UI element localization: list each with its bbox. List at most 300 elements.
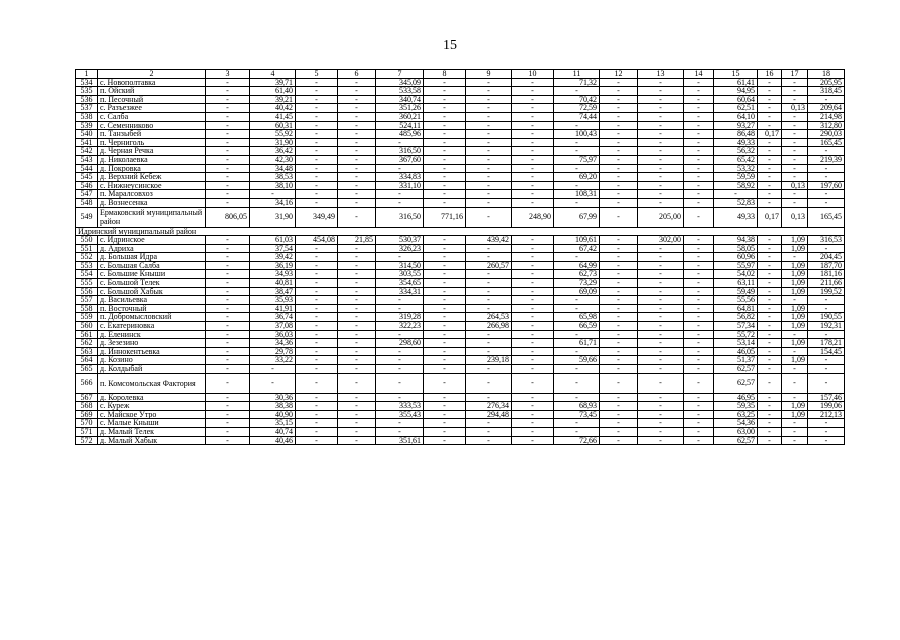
value-cell: -: [554, 393, 600, 402]
value-cell: -: [466, 296, 512, 305]
value-cell: -: [638, 253, 684, 262]
value-cell: -: [758, 181, 782, 190]
value-cell: -: [600, 147, 638, 156]
value-cell: -: [808, 190, 845, 199]
value-cell: -: [758, 365, 782, 374]
value-cell: -: [206, 427, 250, 436]
value-cell: 58,05: [714, 244, 758, 253]
value-cell: -: [600, 402, 638, 411]
value-cell: -: [758, 104, 782, 113]
value-cell: 86,48: [714, 130, 758, 139]
value-cell: -: [758, 147, 782, 156]
value-cell: -: [206, 121, 250, 130]
value-cell: -: [758, 330, 782, 339]
value-cell: -: [296, 347, 338, 356]
column-number-3: 3: [206, 70, 250, 79]
value-cell: -: [554, 181, 600, 190]
value-cell: -: [758, 164, 782, 173]
value-cell: 1,09: [782, 244, 808, 253]
value-cell: -: [466, 427, 512, 436]
value-cell: -: [424, 365, 466, 374]
value-cell: -: [684, 313, 714, 322]
value-cell: -: [296, 104, 338, 113]
value-cell: 1,09: [782, 402, 808, 411]
value-cell: -: [376, 296, 424, 305]
value-cell: -: [600, 356, 638, 365]
settlement-name-cell: д. Вознесенка: [98, 198, 206, 207]
value-cell: -: [684, 87, 714, 96]
value-cell: 530,37: [376, 236, 424, 245]
row-number-cell: 563: [76, 347, 98, 356]
value-cell: -: [424, 296, 466, 305]
settlement-name-cell: д. Черная Речка: [98, 147, 206, 156]
value-cell: -: [206, 253, 250, 262]
value-cell: -: [206, 87, 250, 96]
value-cell: -: [376, 190, 424, 199]
value-cell: 51,37: [714, 356, 758, 365]
value-cell: 46,95: [714, 393, 758, 402]
value-cell: -: [338, 207, 376, 227]
table-row: [76, 393, 845, 402]
value-cell: 72,66: [554, 436, 600, 445]
value-cell: -: [424, 130, 466, 139]
value-cell: -: [684, 112, 714, 121]
value-cell: 40,81: [250, 279, 296, 288]
value-cell: -: [466, 339, 512, 348]
value-cell: -: [338, 78, 376, 87]
value-cell: -: [376, 304, 424, 313]
value-cell: -: [466, 78, 512, 87]
value-cell: -: [206, 190, 250, 199]
value-cell: -: [296, 253, 338, 262]
value-cell: 367,60: [376, 155, 424, 164]
value-cell: -: [684, 279, 714, 288]
value-cell: -: [466, 330, 512, 339]
row-number-cell: 536: [76, 95, 98, 104]
value-cell: 38,53: [250, 173, 296, 182]
value-cell: -: [684, 270, 714, 279]
value-cell: -: [466, 164, 512, 173]
settlement-name-cell: п. Песочный: [98, 95, 206, 104]
value-cell: 524,11: [376, 121, 424, 130]
value-cell: -: [684, 296, 714, 305]
value-cell: -: [600, 393, 638, 402]
value-cell: -: [376, 253, 424, 262]
value-cell: -: [296, 155, 338, 164]
value-cell: -: [424, 347, 466, 356]
value-cell: 62,73: [554, 270, 600, 279]
value-cell: 40,46: [250, 436, 296, 445]
value-cell: -: [638, 121, 684, 130]
value-cell: -: [376, 419, 424, 428]
value-cell: -: [758, 112, 782, 121]
row-number-cell: 540: [76, 130, 98, 139]
settlement-name-cell: п. Черниголь: [98, 138, 206, 147]
value-cell: 264,53: [466, 313, 512, 322]
value-cell: -: [296, 78, 338, 87]
value-cell: -: [376, 138, 424, 147]
value-cell: 36,74: [250, 313, 296, 322]
value-cell: -: [512, 410, 554, 419]
value-cell: 60,96: [714, 253, 758, 262]
value-cell: -: [424, 78, 466, 87]
value-cell: 39,42: [250, 253, 296, 262]
value-cell: 59,35: [714, 402, 758, 411]
value-cell: 33,22: [250, 356, 296, 365]
value-cell: -: [684, 138, 714, 147]
table-row: [76, 181, 845, 190]
value-cell: 214,98: [808, 112, 845, 121]
value-cell: -: [600, 244, 638, 253]
value-cell: -: [512, 373, 554, 393]
value-cell: -: [338, 112, 376, 121]
value-cell: -: [758, 155, 782, 164]
value-cell: 322,23: [376, 322, 424, 331]
value-cell: 334,83: [376, 173, 424, 182]
value-cell: 298,60: [376, 339, 424, 348]
settlement-name-cell: д. Королевка: [98, 393, 206, 402]
value-cell: 56,32: [714, 147, 758, 156]
value-cell: -: [554, 138, 600, 147]
value-cell: -: [638, 112, 684, 121]
value-cell: -: [424, 244, 466, 253]
column-number-13: 13: [638, 70, 684, 79]
value-cell: -: [376, 330, 424, 339]
value-cell: -: [512, 244, 554, 253]
value-cell: -: [684, 402, 714, 411]
value-cell: -: [554, 347, 600, 356]
value-cell: -: [600, 130, 638, 139]
value-cell: -: [638, 393, 684, 402]
value-cell: 294,48: [466, 410, 512, 419]
value-cell: -: [600, 236, 638, 245]
value-cell: 248,90: [512, 207, 554, 227]
value-cell: -: [424, 253, 466, 262]
value-cell: -: [424, 330, 466, 339]
value-cell: -: [600, 164, 638, 173]
value-cell: -: [250, 190, 296, 199]
value-cell: -: [512, 330, 554, 339]
value-cell: -: [376, 393, 424, 402]
value-cell: -: [600, 121, 638, 130]
value-cell: 29,78: [250, 347, 296, 356]
value-cell: -: [296, 330, 338, 339]
value-cell: -: [512, 436, 554, 445]
value-cell: -: [466, 347, 512, 356]
value-cell: -: [466, 393, 512, 402]
value-cell: -: [296, 173, 338, 182]
settlement-name-cell: д. Адриха: [98, 244, 206, 253]
value-cell: -: [782, 436, 808, 445]
value-cell: -: [808, 296, 845, 305]
value-cell: -: [206, 365, 250, 374]
value-cell: -: [782, 253, 808, 262]
value-cell: -: [684, 164, 714, 173]
value-cell: 0,13: [782, 104, 808, 113]
table-row: [76, 190, 845, 199]
column-number-row: [76, 70, 845, 79]
value-cell: -: [296, 181, 338, 190]
value-cell: -: [758, 347, 782, 356]
value-cell: -: [600, 207, 638, 227]
value-cell: -: [758, 427, 782, 436]
value-cell: -: [206, 261, 250, 270]
value-cell: -: [758, 339, 782, 348]
value-cell: -: [600, 436, 638, 445]
value-cell: -: [206, 393, 250, 402]
value-cell: -: [782, 365, 808, 374]
value-cell: -: [600, 427, 638, 436]
value-cell: 360,21: [376, 112, 424, 121]
value-cell: 63,25: [714, 410, 758, 419]
value-cell: 1,09: [782, 304, 808, 313]
value-cell: -: [554, 304, 600, 313]
row-number-cell: 554: [76, 270, 98, 279]
value-cell: 1,09: [782, 322, 808, 331]
value-cell: 205,00: [638, 207, 684, 227]
value-cell: -: [206, 410, 250, 419]
value-cell: -: [338, 130, 376, 139]
value-cell: -: [206, 130, 250, 139]
value-cell: 187,70: [808, 261, 845, 270]
value-cell: -: [250, 365, 296, 374]
value-cell: 354,65: [376, 279, 424, 288]
value-cell: -: [782, 198, 808, 207]
value-cell: 178,21: [808, 339, 845, 348]
value-cell: -: [206, 287, 250, 296]
settlement-name-cell: с. Семенниково: [98, 121, 206, 130]
value-cell: -: [338, 181, 376, 190]
settlement-name-cell: д. Верхний Кебеж: [98, 173, 206, 182]
value-cell: -: [338, 198, 376, 207]
column-number-2: 2: [98, 70, 206, 79]
value-cell: 212,13: [808, 410, 845, 419]
value-cell: -: [758, 121, 782, 130]
value-cell: -: [466, 207, 512, 227]
value-cell: 56,82: [714, 313, 758, 322]
column-number-16: 16: [758, 70, 782, 79]
value-cell: 62,57: [714, 436, 758, 445]
value-cell: 355,43: [376, 410, 424, 419]
value-cell: -: [782, 347, 808, 356]
value-cell: -: [376, 198, 424, 207]
value-cell: -: [296, 436, 338, 445]
value-cell: -: [512, 393, 554, 402]
value-cell: -: [296, 164, 338, 173]
value-cell: -: [512, 304, 554, 313]
value-cell: -: [338, 419, 376, 428]
value-cell: 36,19: [250, 261, 296, 270]
value-cell: -: [600, 410, 638, 419]
table-row: [76, 261, 845, 270]
value-cell: -: [782, 87, 808, 96]
value-cell: -: [296, 244, 338, 253]
value-cell: -: [782, 147, 808, 156]
table-row: [76, 78, 845, 87]
value-cell: 61,40: [250, 87, 296, 96]
value-cell: -: [512, 339, 554, 348]
value-cell: -: [600, 419, 638, 428]
value-cell: 276,34: [466, 402, 512, 411]
value-cell: -: [684, 365, 714, 374]
value-cell: -: [684, 173, 714, 182]
value-cell: -: [512, 279, 554, 288]
row-number-cell: 564: [76, 356, 98, 365]
value-cell: -: [758, 356, 782, 365]
value-cell: -: [424, 155, 466, 164]
column-number-15: 15: [714, 70, 758, 79]
value-cell: -: [758, 313, 782, 322]
value-cell: -: [808, 436, 845, 445]
value-cell: -: [338, 87, 376, 96]
value-cell: -: [512, 402, 554, 411]
value-cell: 38,47: [250, 287, 296, 296]
value-cell: 199,52: [808, 287, 845, 296]
value-cell: -: [684, 393, 714, 402]
value-cell: 58,92: [714, 181, 758, 190]
table-row: [76, 419, 845, 428]
value-cell: -: [466, 365, 512, 374]
value-cell: -: [758, 95, 782, 104]
value-cell: -: [758, 78, 782, 87]
table-row: [76, 279, 845, 288]
value-cell: -: [466, 419, 512, 428]
value-cell: -: [424, 173, 466, 182]
value-cell: -: [338, 330, 376, 339]
row-number-cell: 534: [76, 78, 98, 87]
value-cell: 49,33: [714, 138, 758, 147]
value-cell: -: [424, 164, 466, 173]
value-cell: -: [424, 287, 466, 296]
settlement-name-cell: с. Нижнеусинское: [98, 181, 206, 190]
value-cell: -: [512, 112, 554, 121]
value-cell: 57,34: [714, 322, 758, 331]
value-cell: -: [206, 198, 250, 207]
value-cell: -: [600, 296, 638, 305]
value-cell: -: [554, 87, 600, 96]
value-cell: -: [512, 78, 554, 87]
value-cell: -: [554, 253, 600, 262]
value-cell: -: [600, 138, 638, 147]
value-cell: -: [512, 147, 554, 156]
value-cell: -: [684, 147, 714, 156]
value-cell: 1,09: [782, 339, 808, 348]
value-cell: -: [758, 87, 782, 96]
row-number-cell: 545: [76, 173, 98, 182]
value-cell: -: [808, 95, 845, 104]
table-row: [76, 198, 845, 207]
value-cell: -: [206, 164, 250, 173]
value-cell: -: [424, 436, 466, 445]
value-cell: -: [338, 173, 376, 182]
value-cell: -: [424, 373, 466, 393]
value-cell: 0,17: [758, 130, 782, 139]
value-cell: 266,98: [466, 322, 512, 331]
settlement-name-cell: с. Куреж: [98, 402, 206, 411]
value-cell: -: [512, 104, 554, 113]
value-cell: 1,09: [782, 261, 808, 270]
value-cell: -: [296, 130, 338, 139]
value-cell: -: [600, 198, 638, 207]
value-cell: -: [758, 436, 782, 445]
value-cell: -: [638, 104, 684, 113]
value-cell: -: [206, 330, 250, 339]
value-cell: 31,90: [250, 207, 296, 227]
value-cell: -: [296, 112, 338, 121]
row-number-cell: 556: [76, 287, 98, 296]
value-cell: -: [638, 155, 684, 164]
table-row: [76, 147, 845, 156]
settlement-name-cell: п. Восточный: [98, 304, 206, 313]
value-cell: 34,36: [250, 339, 296, 348]
settlement-name-cell: Ермаковский муниципальный район: [98, 207, 206, 227]
value-cell: -: [600, 279, 638, 288]
value-cell: -: [600, 78, 638, 87]
value-cell: -: [758, 270, 782, 279]
settlement-name-cell: д. Еленинск: [98, 330, 206, 339]
value-cell: -: [466, 270, 512, 279]
value-cell: -: [296, 121, 338, 130]
value-cell: -: [296, 304, 338, 313]
value-cell: -: [338, 244, 376, 253]
value-cell: -: [424, 270, 466, 279]
value-cell: 93,27: [714, 121, 758, 130]
table-row: [76, 236, 845, 245]
value-cell: -: [782, 296, 808, 305]
value-cell: -: [338, 279, 376, 288]
table-row: [76, 339, 845, 348]
row-number-cell: 550: [76, 236, 98, 245]
value-cell: -: [638, 164, 684, 173]
value-cell: -: [338, 365, 376, 374]
table-row: [76, 347, 845, 356]
settlement-name-cell: д. Покровка: [98, 164, 206, 173]
value-cell: -: [338, 356, 376, 365]
value-cell: -: [296, 147, 338, 156]
value-cell: -: [338, 313, 376, 322]
value-cell: -: [206, 322, 250, 331]
value-cell: -: [206, 304, 250, 313]
row-number-cell: 570: [76, 419, 98, 428]
value-cell: -: [758, 261, 782, 270]
value-cell: 314,50: [376, 261, 424, 270]
value-cell: 219,39: [808, 155, 845, 164]
value-cell: -: [376, 164, 424, 173]
value-cell: -: [684, 419, 714, 428]
value-cell: -: [206, 313, 250, 322]
value-cell: 454,08: [296, 236, 338, 245]
value-cell: -: [684, 95, 714, 104]
column-number-5: 5: [296, 70, 338, 79]
table-row: [76, 253, 845, 262]
value-cell: -: [206, 236, 250, 245]
settlement-name-cell: п. Танзыбей: [98, 130, 206, 139]
table-row: [76, 138, 845, 147]
value-cell: 260,57: [466, 261, 512, 270]
value-cell: -: [638, 173, 684, 182]
value-cell: -: [600, 173, 638, 182]
value-cell: -: [638, 296, 684, 305]
value-cell: -: [758, 322, 782, 331]
value-cell: 54,02: [714, 270, 758, 279]
value-cell: 75,97: [554, 155, 600, 164]
value-cell: 351,26: [376, 104, 424, 113]
value-cell: -: [638, 330, 684, 339]
value-cell: -: [376, 356, 424, 365]
value-cell: -: [296, 198, 338, 207]
value-cell: -: [466, 304, 512, 313]
value-cell: -: [296, 261, 338, 270]
